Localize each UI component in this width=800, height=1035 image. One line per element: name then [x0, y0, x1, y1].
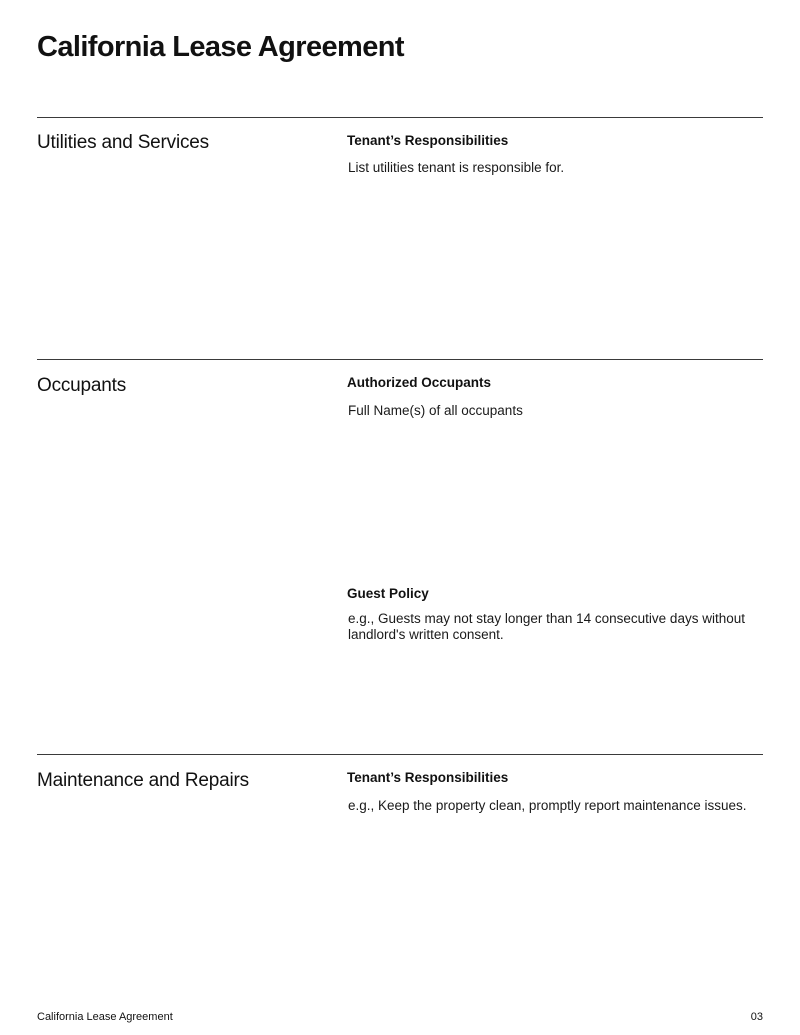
- guest-policy-field[interactable]: e.g., Guests may not stay longer than 14 consecutive days without landlord's written consent.: [348, 611, 745, 642]
- section-heading-maintenance: Maintenance and Repairs: [37, 770, 249, 791]
- page-title: California Lease Agreement: [37, 31, 404, 63]
- section-divider: [37, 754, 763, 755]
- authorized-occupants-field[interactable]: Full Name(s) of all occupants: [348, 403, 523, 418]
- maintenance-tenant-responsibilities-field[interactable]: e.g., Keep the property clean, promptly report maintenance issues.: [348, 798, 747, 813]
- section-heading-utilities: Utilities and Services: [37, 132, 209, 153]
- utilities-tenant-responsibilities-label: Tenant’s Responsibilities: [347, 133, 509, 148]
- section-divider: [37, 359, 763, 360]
- section-heading-occupants: Occupants: [37, 375, 127, 396]
- footer-document-title: California Lease Agreement: [37, 1011, 173, 1023]
- guest-policy-label: Guest Policy: [347, 586, 429, 601]
- authorized-occupants-label: Authorized Occupants: [347, 375, 492, 390]
- utilities-tenant-responsibilities-field[interactable]: List utilities tenant is responsible for.: [348, 160, 565, 175]
- maintenance-tenant-responsibilities-label: Tenant’s Responsibilities: [347, 770, 509, 785]
- footer-page-number: 03: [750, 1011, 763, 1023]
- section-divider: [37, 117, 763, 118]
